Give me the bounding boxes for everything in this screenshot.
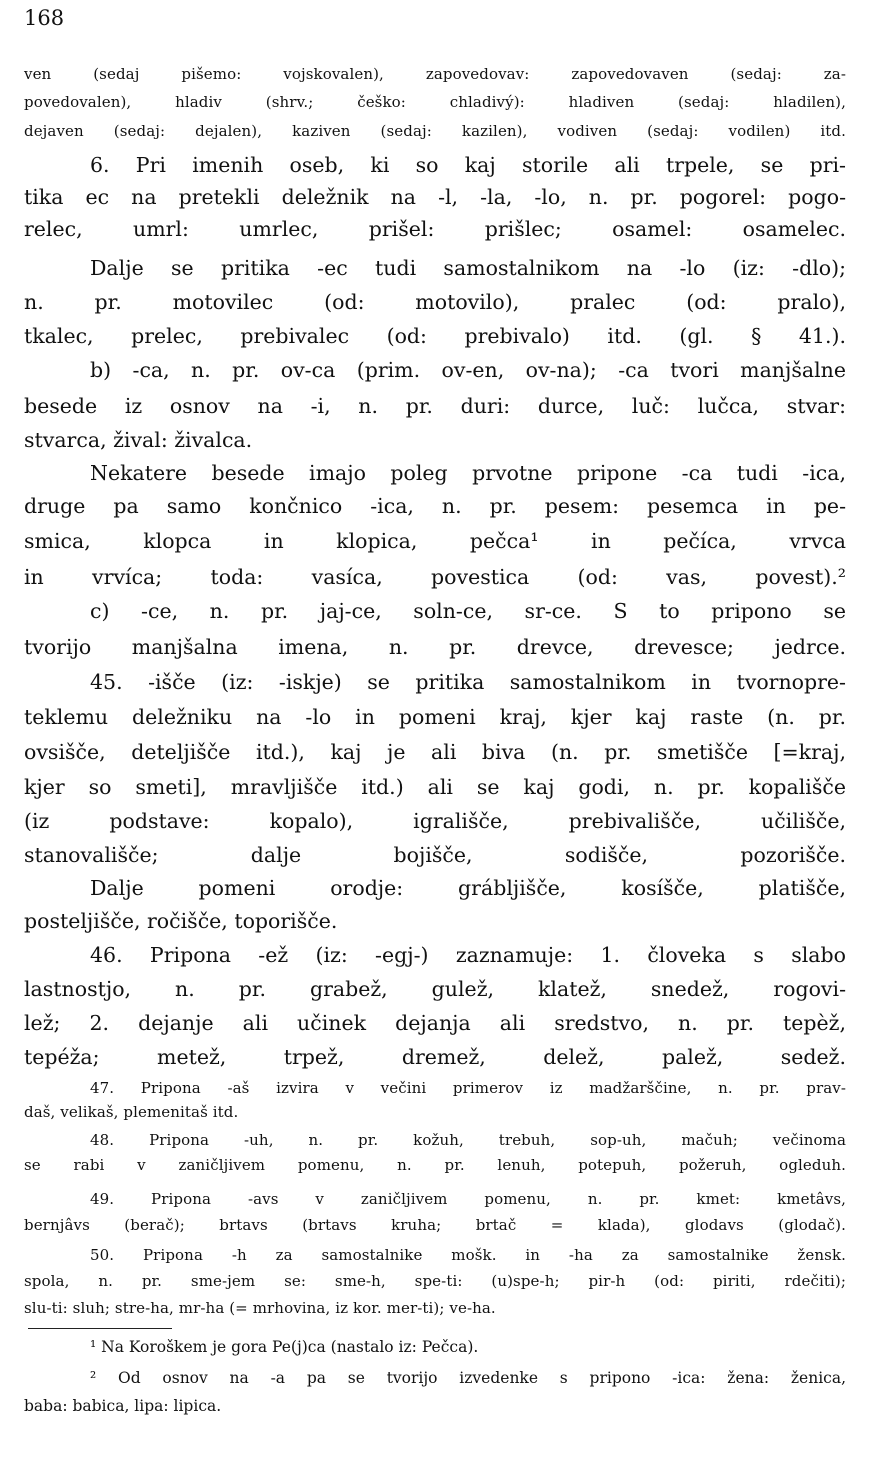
text-line: se rabi v zaničljivem pomenu, n. pr. lenuh, potepuh, požeruh, ogleduh. <box>24 1156 846 1174</box>
text-line: tepéža; metež, trpež, dremež, delež, palež, sedež. <box>24 1045 846 1069</box>
text-line: dejaven (sedaj: dejalen), kaziven (sedaj: kazilen), vodiven (sedaj: vodilen) itd. <box>24 122 846 140</box>
text-line: spola, n. pr. sme-jem se: sme-h, spe-ti: (u)spe-h; pir-h (od: piriti, rdečiti); <box>24 1272 846 1290</box>
text-line: (iz podstave: kopalo), igrališče, prebivališče, učilišče, <box>24 809 846 833</box>
footnote: ² Od osnov na -a pa se tvorijo izvedenke s pripono -ica: žena: ženica, <box>90 1369 846 1387</box>
text-line: relec, umrl: umrlec, prišel: prišlec; osamel: osamelec. <box>24 217 846 241</box>
text-line: lež; 2. dejanje ali učinek dejanja ali sredstvo, n. pr. tepèž, <box>24 1011 846 1035</box>
text-line: stanovališče; dalje bojišče, sodišče, pozorišče. <box>24 843 846 867</box>
text-line: druge pa samo končnico -ica, n. pr. pesem: pesemca in pe- <box>24 494 846 518</box>
text-line: stvarca, žival: živalca. <box>24 428 253 452</box>
text-line: Nekatere besede imajo poleg prvotne pripone -ca tudi -ica, <box>90 461 846 485</box>
text-line: 45. -išče (iz: -iskje) se pritika samostalnikom in tvornopre- <box>90 670 846 694</box>
text-line: besede iz osnov na -i, n. pr. duri: durce, luč: lučca, stvar: <box>24 394 846 418</box>
footnote: baba: babica, lipa: lipica. <box>24 1397 222 1415</box>
text-line: ovsišče, deteljišče itd.), kaj je ali biva (n. pr. smetišče [=kraj, <box>24 740 846 764</box>
text-line: b) -ca, n. pr. ov-ca (prim. ov-en, ov-na); -ca tvori manjšalne <box>90 358 846 382</box>
text-line: in vrvíca; toda: vasíca, povestica (od: vas, povest).² <box>24 565 846 589</box>
text-line: kjer so smeti], mravljišče itd.) ali se kaj godi, n. pr. kopališče <box>24 775 846 799</box>
text-line: n. pr. motovilec (od: motovilo), pralec (od: pralo), <box>24 290 846 314</box>
text-line: 47. Pripona -aš izvira v večini primerov iz madžarščine, n. pr. prav- <box>90 1079 846 1097</box>
text-line: c) -ce, n. pr. jaj-ce, soln-ce, sr-ce. S to pripono se <box>90 599 846 623</box>
text-line: lastnostjo, n. pr. grabež, gulež, klatež, snedež, rogovi- <box>24 977 846 1001</box>
footnote: ¹ Na Koroškem je gora Pe(j)ca (nastalo iz: Pečca). <box>90 1338 479 1356</box>
text-line: tika ec na pretekli deležnik na -l, -la, -lo, n. pr. pogorel: pogo- <box>24 185 846 209</box>
text-line: bernjâvs (berač); brtavs (brtavs kruha; brtač = klada), glodavs (glodač). <box>24 1216 846 1234</box>
text-line: teklemu deležniku na -lo in pomeni kraj, kjer kaj raste (n. pr. <box>24 705 846 729</box>
text-line: daš, velikaš, plemenitaš itd. <box>24 1103 239 1121</box>
text-line: ven (sedaj pišemo: vojskovalen), zapovedovav: zapovedovaven (sedaj: za- <box>24 65 846 83</box>
text-line: tvorijo manjšalna imena, n. pr. drevce, drevesce; jedrce. <box>24 635 846 659</box>
text-line: smica, klopca in klopica, pečca¹ in pečíca, vrvca <box>24 529 846 553</box>
text-line: 48. Pripona -uh, n. pr. kožuh, trebuh, sop-uh, mačuh; večinoma <box>90 1131 846 1149</box>
text-line: 46. Pripona -ež (iz: -egj-) zaznamuje: 1. človeka s slabo <box>90 943 846 967</box>
text-line: Dalje se pritika -ec tudi samostalnikom na -lo (iz: -dlo); <box>90 256 846 280</box>
text-line: Dalje pomeni orodje: grábljišče, kosíšče, platišče, <box>90 876 846 900</box>
text-line: 50. Pripona -h za samostalnike mošk. in -ha za samostalnike žensk. <box>90 1246 846 1264</box>
page-number: 168 <box>24 6 65 30</box>
text-line: povedovalen), hladiv (shrv.; češko: chladivý): hladiven (sedaj: hladilen), <box>24 93 846 111</box>
text-line: slu-ti: sluh; stre-ha, mr-ha (= mrhovina, iz kor. mer-ti); ve-ha. <box>24 1299 496 1317</box>
text-line: posteljišče, ročišče, toporišče. <box>24 909 338 933</box>
footnote-rule <box>28 1328 172 1329</box>
text-line: tkalec, prelec, prebivalec (od: prebivalo) itd. (gl. § 41.). <box>24 324 846 348</box>
text-line: 6. Pri imenih oseb, ki so kaj storile ali trpele, se pri- <box>90 153 846 177</box>
text-line: 49. Pripona -avs v zaničljivem pomenu, n. pr. kmet: kmetâvs, <box>90 1190 846 1208</box>
